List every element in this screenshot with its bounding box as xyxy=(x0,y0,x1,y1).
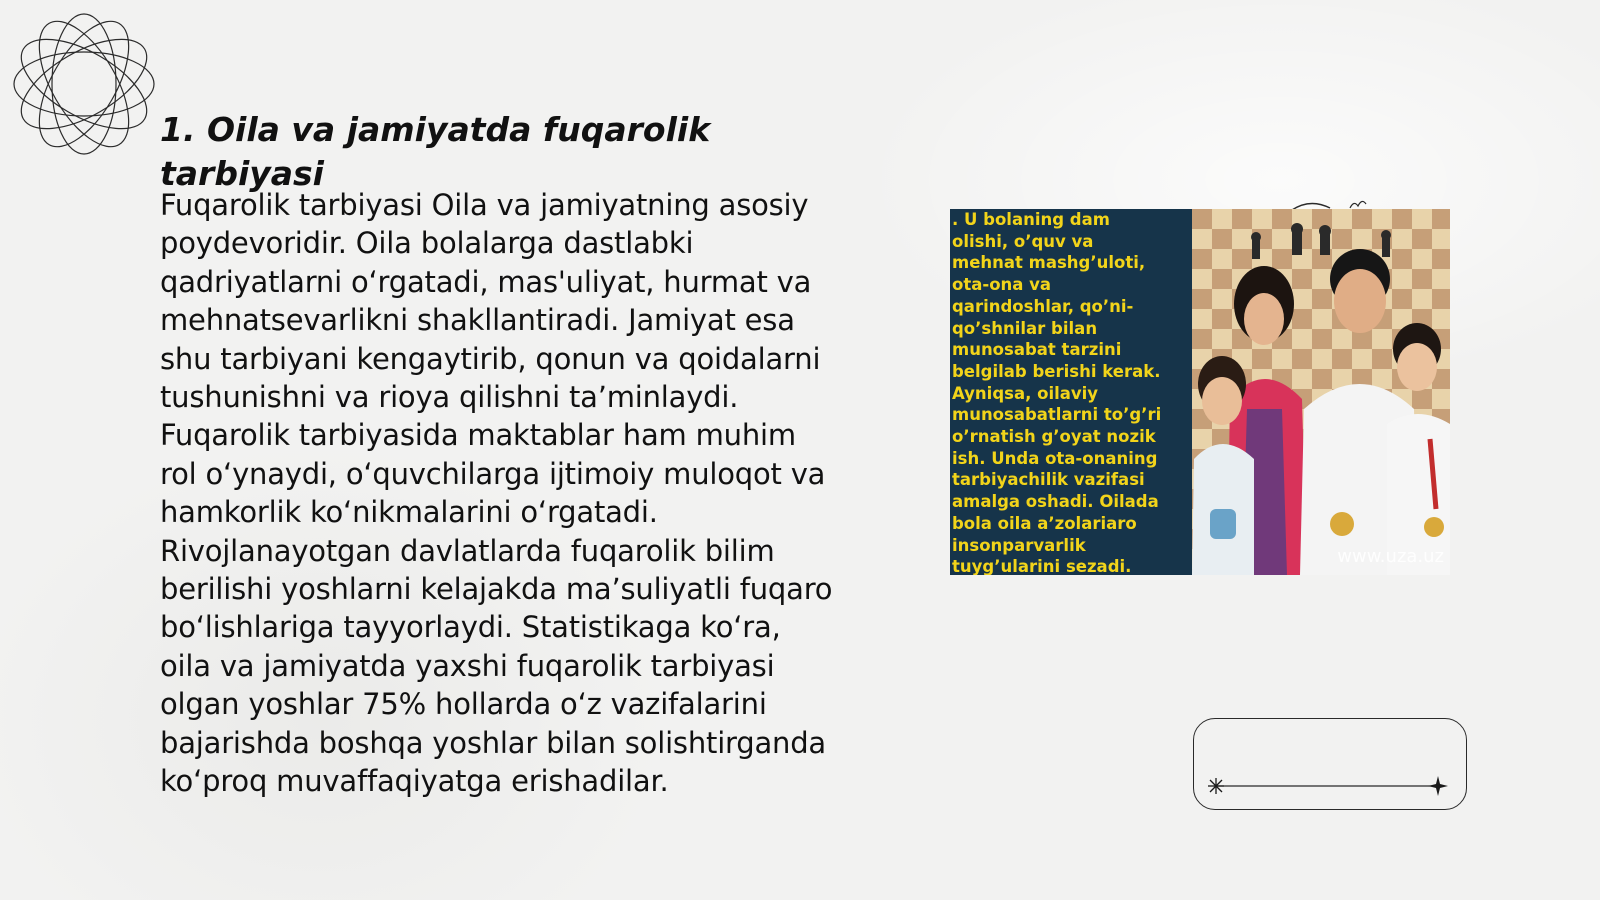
photo-caption: . U bolaning dam olishi, o’quv va mehnat mashg’uloti, ota-ona va qarindoshlar, qo’ni- qo’shnilar bilan munosabat tarzini belgilab berishi kerak. Ayniqsa, oilaviy munosabatlarni to’g’ri o’rnatish g’oyat nozik ish. Unda ota-onaning tarbiyachilik vazifasi amalga oshadi. Oilada bola oila a’zolariaro insonparvarlik tuyg’ularini sezadi. xyxy=(952,210,1162,575)
family-illustration xyxy=(1192,209,1450,575)
family-photo xyxy=(950,209,1450,575)
decorative-line xyxy=(1200,776,1450,796)
slide-body-text: Fuqarolik tarbiyasi Oila va jamiyatning asosiy poydevoridir. Oila bolalarga dastlabki qadriyatlarni oʻrgatadi, mas'uliyat, hurmat va mehnatsevarlikni shakllantiradi. Jamiyat esa shu tarbiyani kengaytirib, qonun va qoidalarni tushunishni va rioya qilishni taʼminlaydi. Fuqarolik tarbiyasida maktablar ham muhim rol oʻynaydi, oʻquvchilarga ijtimoiy muloqot va hamkorlik koʻnikmalarini oʻrgatadi. Rivojlanayotgan davlatlarda fuqarolik bilim berilishi yoshlarni kelajakda maʼsuliyatli fuqaro boʻlishlariga tayyorlaydi. Statistikaga koʻra, oila va jamiyatda yaxshi fuqarolik tarbiyasi olgan yoshlar 75% hollarda oʻz vazifalarini bajarishda boshqa yoshlar bilan solishtirganda koʻproq muvaffaqiyatga erishadilar. xyxy=(160,188,833,799)
decorative-frame xyxy=(1193,718,1467,810)
sparkle-icon xyxy=(1208,778,1224,794)
photo-watermark: www.uza.uz xyxy=(1337,546,1444,567)
slide-title: 1. Oila va jamiyatda fuqarolik tarbiyasi xyxy=(160,110,711,193)
orbit-rings-icon xyxy=(10,10,158,158)
four-point-star-icon xyxy=(1428,776,1448,796)
